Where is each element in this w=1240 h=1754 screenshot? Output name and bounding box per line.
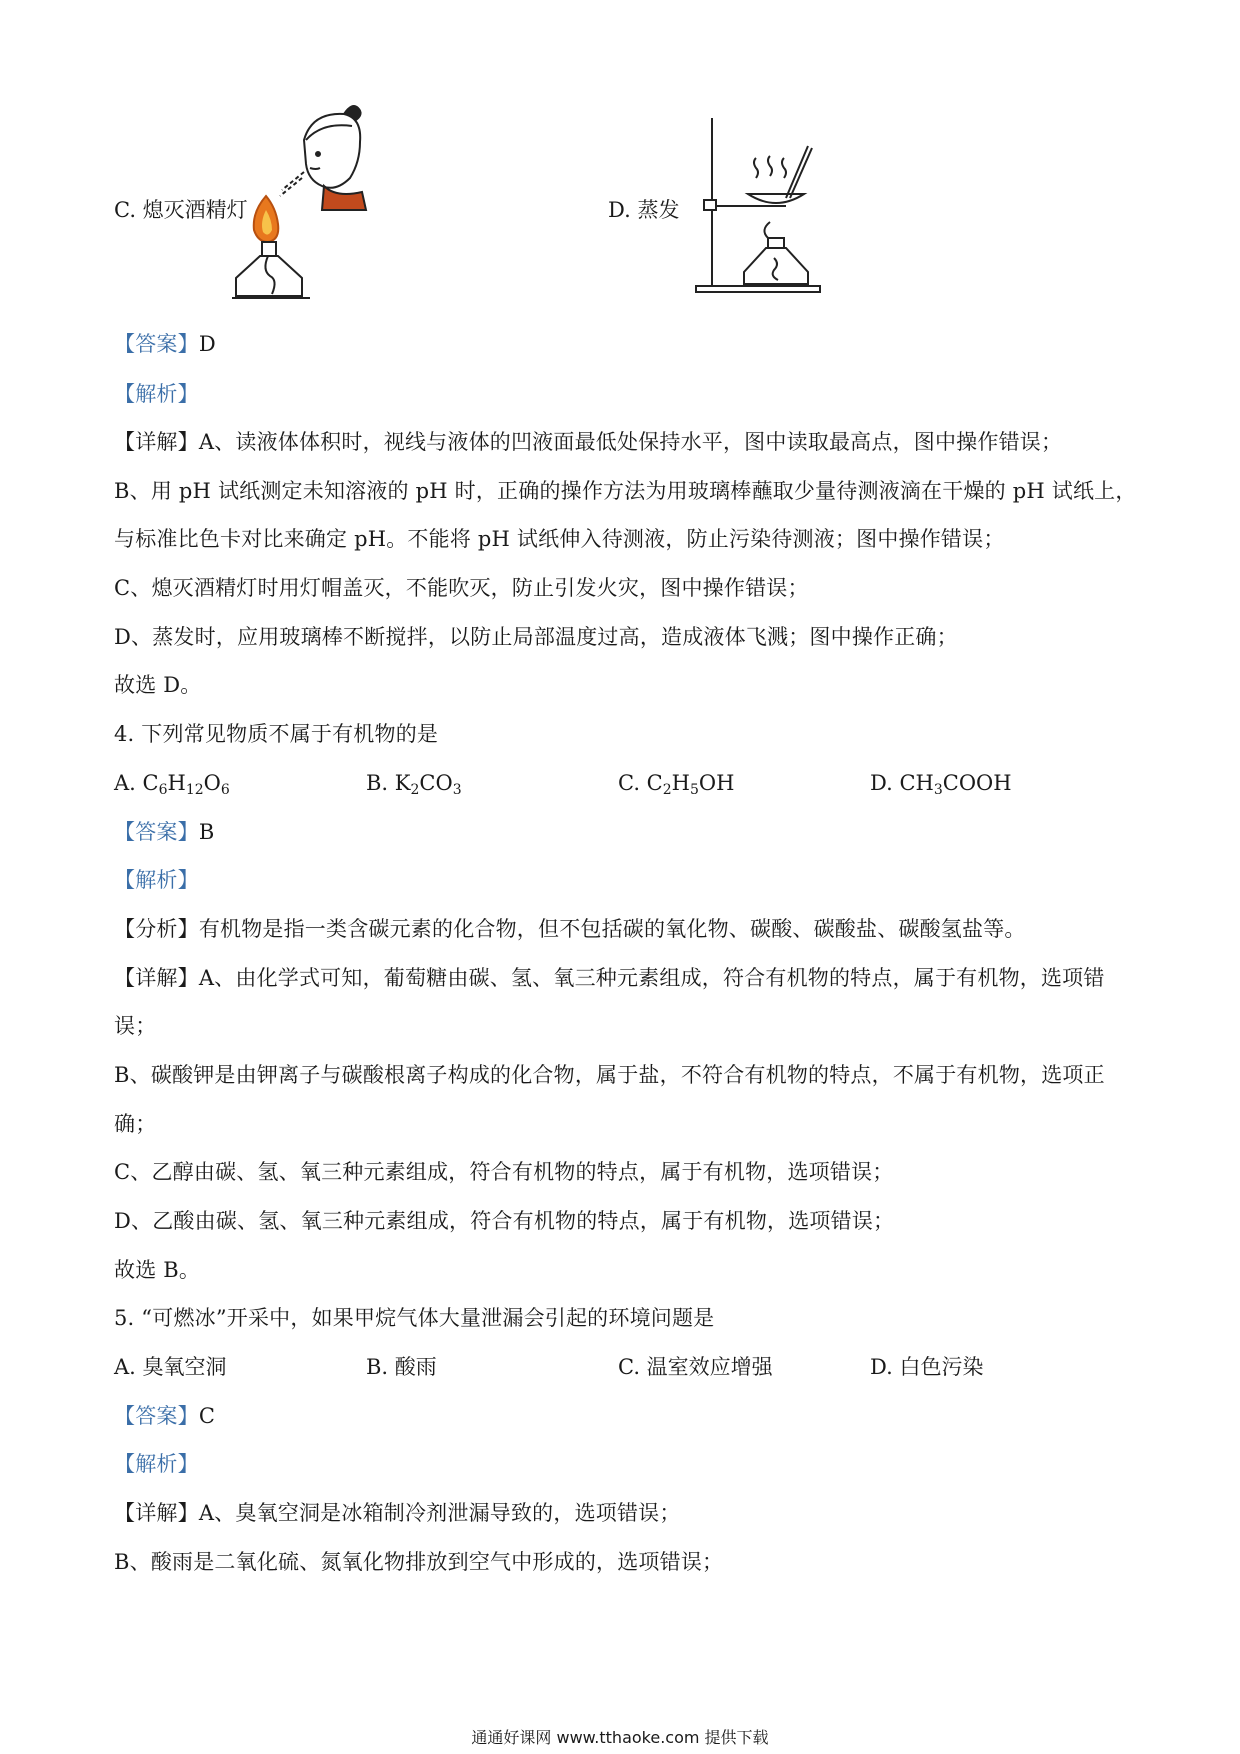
q5-option-a: A. 臭氧空洞 bbox=[114, 1355, 227, 1379]
q5-option-d: D. 白色污染 bbox=[870, 1355, 984, 1379]
q4-fenxi: 【分析】有机物是指一类含碳元素的化合物，但不包括碳的氧化物、碳酸、碳酸盐、碳酸氢盐等。 bbox=[114, 917, 1026, 941]
q5-detail-a: 【详解】A、臭氧空洞是冰箱制冷剂泄漏导致的，选项错误； bbox=[114, 1501, 681, 1525]
q4-option-c: C. $C_2H_5OH$ bbox=[618, 771, 735, 798]
q3-detail-b1: B、用 pH 试纸测定未知溶液的 pH 时，正确的操作方法为用玻璃棒蘸取少量待测液滴在干燥的 pH 试纸上， bbox=[114, 479, 1137, 503]
q3-detail-a: 【详解】A、读液体体积时，视线与液体的凹液面最低处保持水平，图中读取最高点，图中操作错误； bbox=[114, 430, 1063, 454]
q3-detail-b2: 与标准比色卡对比来确定 pH。不能将 pH 试纸伸入待测液，防止污染待测液；图中操作错误； bbox=[114, 527, 1005, 551]
q5-stem: 5. “可燃冰”开采中，如果甲烷气体大量泄漏会引起的环境问题是 bbox=[114, 1306, 715, 1330]
q4-detail-a2: 误； bbox=[114, 1014, 157, 1038]
q3-option-c-label: C. 熄灭酒精灯 bbox=[114, 198, 248, 222]
q5-analysis-tag: 【解析】 bbox=[114, 1452, 199, 1476]
q4-option-d: D. $CH_3COOH$ bbox=[870, 771, 1012, 798]
q4-stem: 4. 下列常见物质不属于有机物的是 bbox=[114, 722, 439, 746]
q4-detail-d: D、乙酸由碳、氢、氧三种元素组成，符合有机物的特点，属于有机物，选项错误； bbox=[114, 1209, 895, 1233]
page-footer: 通通好课网 www.tthaoke.com 提供下载 bbox=[471, 1728, 769, 1747]
q4-detail-c: C、乙醇由碳、氢、氧三种元素组成，符合有机物的特点，属于有机物，选项错误； bbox=[114, 1160, 894, 1184]
q5-option-c: C. 温室效应增强 bbox=[618, 1355, 773, 1379]
q4-detail-a1: 【详解】A、由化学式可知，葡萄糖由碳、氢、氧三种元素组成，符合有机物的特点，属于有机物，选项错 bbox=[114, 966, 1105, 990]
evaporation-apparatus-figure bbox=[690, 112, 840, 297]
q3-answer-line bbox=[114, 330, 216, 358]
q4-option-b: B. $K_2CO_3$ bbox=[366, 771, 462, 798]
q4-answer-line: 【答案】B bbox=[114, 820, 215, 844]
q5-option-b: B. 酸雨 bbox=[366, 1355, 437, 1379]
q4-conclusion: 故选 B。 bbox=[114, 1258, 201, 1282]
q3-option-d-label: D. 蒸发 bbox=[608, 198, 680, 222]
answer-value: D bbox=[198, 332, 216, 356]
q4-detail-b1: B、碳酸钾是由钾离子与碳酸根离子构成的化合物，属于盐，不符合有机物的特点，不属于有机物，选项正 bbox=[114, 1063, 1105, 1087]
q3-analysis-tag: 【解析】 bbox=[114, 382, 199, 406]
q3-detail-c: C、熄灭酒精灯时用灯帽盖灭，不能吹灭，防止引发火灾，图中操作错误； bbox=[114, 576, 809, 600]
q4-analysis-tag: 【解析】 bbox=[114, 868, 199, 892]
q5-detail-b: B、酸雨是二氧化硫、氮氧化物排放到空气中形成的，选项错误； bbox=[114, 1550, 724, 1574]
answer-tag: 【答案】 bbox=[114, 332, 199, 356]
q3-conclusion: 故选 D。 bbox=[114, 673, 202, 697]
q4-option-a: A. $C_6H_{12}O_6$ bbox=[114, 771, 230, 798]
q3-detail-d: D、蒸发时，应用玻璃棒不断搅拌，以防止局部温度过高，造成液体飞溅；图中操作正确； bbox=[114, 625, 958, 649]
blowing-out-alcohol-lamp-figure bbox=[232, 100, 392, 315]
q5-answer-line: 【答案】C bbox=[114, 1404, 216, 1428]
q4-detail-b2: 确； bbox=[114, 1112, 157, 1136]
